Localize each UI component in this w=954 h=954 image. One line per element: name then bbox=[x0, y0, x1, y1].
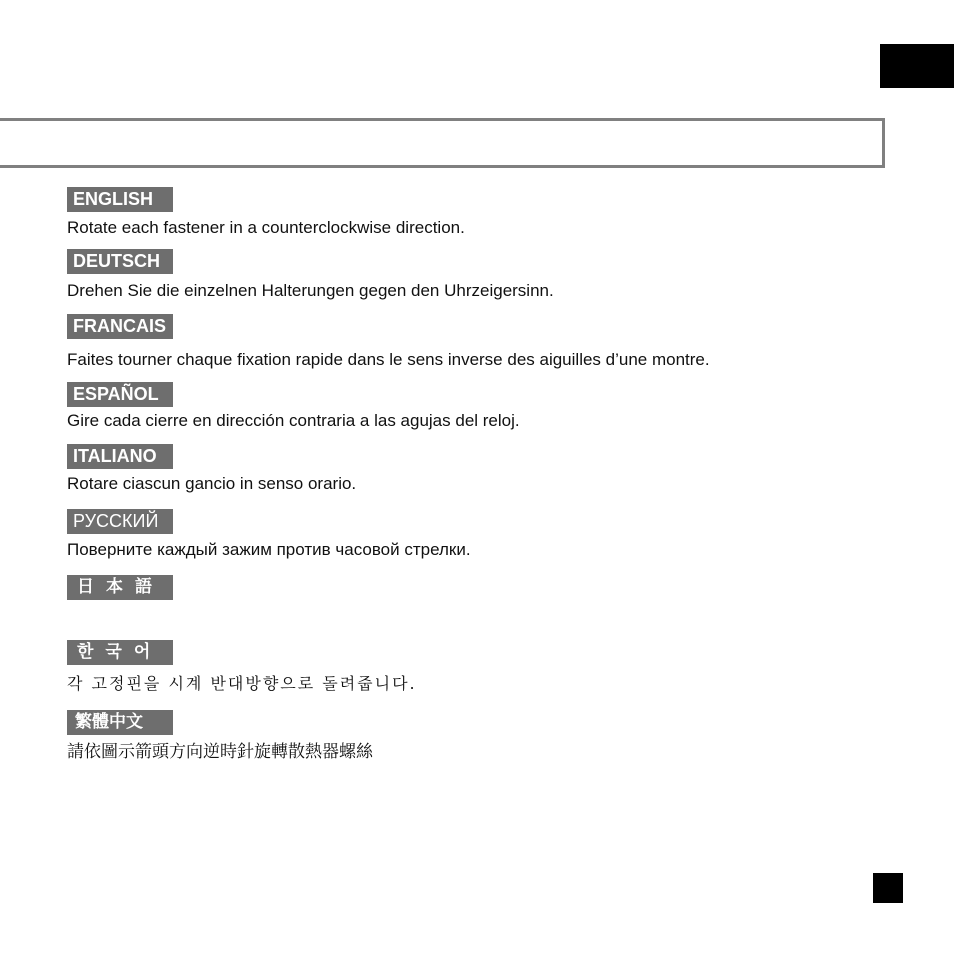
lang-text-deutsch: Drehen Sie die einzelnen Halterungen gegen den Uhrzeigersinn. bbox=[67, 281, 554, 300]
chapter-tab-marker bbox=[880, 44, 954, 88]
lang-text-traditional-chinese: 請依圖示箭頭方向逆時針旋轉散熱器螺絲 bbox=[67, 742, 373, 762]
lang-text-korean: 각 고정핀을 시계 반대방향으로 돌려줍니다. bbox=[67, 674, 417, 693]
lang-label-espanol: ESPAÑOL bbox=[67, 382, 173, 407]
lang-text-english: Rotate each fastener in a counterclockwise direction. bbox=[67, 218, 465, 237]
lang-text-italiano: Rotare ciascun gancio in senso orario. bbox=[67, 474, 357, 493]
page-edge-marker bbox=[873, 873, 903, 903]
lang-label-english: ENGLISH bbox=[67, 187, 173, 212]
lang-text-espanol: Gire cada cierre en dirección contraria a las agujas del reloj. bbox=[67, 411, 520, 430]
lang-label-russian: РУССКИЙ bbox=[67, 509, 173, 534]
lang-label-japanese: 日本語 bbox=[67, 575, 173, 600]
lang-text-francais: Faites tourner chaque fixation rapide dans le sens inverse des aiguilles d’une montre. bbox=[67, 350, 710, 369]
lang-label-korean: 한국어 bbox=[67, 640, 173, 665]
section-title-box bbox=[0, 118, 885, 168]
lang-label-italiano: ITALIANO bbox=[67, 444, 173, 469]
lang-label-traditional-chinese: 繁體中文 bbox=[67, 710, 173, 735]
lang-label-deutsch: DEUTSCH bbox=[67, 249, 173, 274]
lang-label-francais: FRANCAIS bbox=[67, 314, 173, 339]
lang-text-russian: Поверните каждый зажим против часовой стрелки. bbox=[67, 540, 471, 559]
